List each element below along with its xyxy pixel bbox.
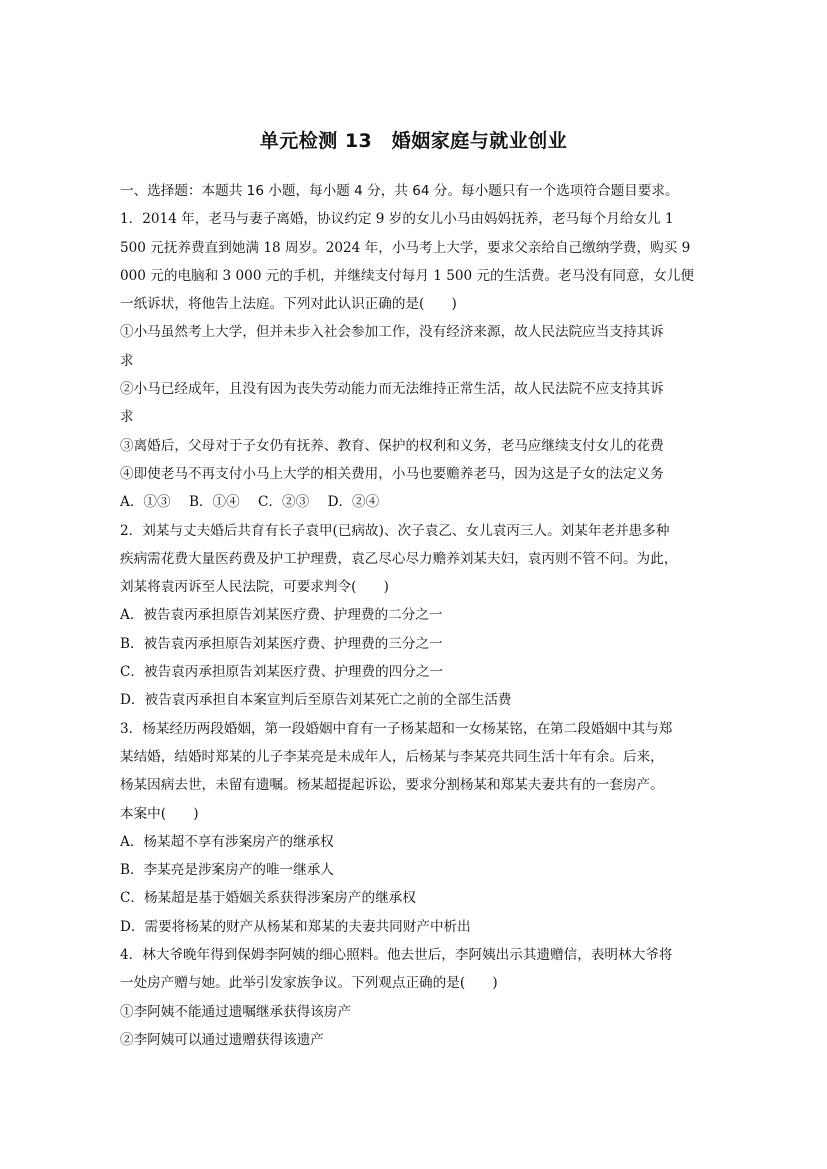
question-4-line: 4．林大爷晚年得到保姆李阿姨的细心照料。他去世后，李阿姨出示其遗赠信，表明林大爷将 bbox=[120, 947, 673, 964]
document-body bbox=[120, 177, 710, 1054]
question-3-line: 杨某因病去世，未留有遗嘱。杨某超提起诉讼，要求分割杨某和郑某夫妻共有的一套房产。 bbox=[120, 777, 664, 794]
question-3-option-a: A．杨某超不享有涉案房产的继承权 bbox=[120, 833, 334, 850]
question-1-line: 500 元抚养费直到她满 18 周岁。2024 年，小马考上大学，要求父亲给自己缴纳学费，购买 9 bbox=[120, 239, 691, 256]
question-3-option-d: D．需要将杨某的财产从杨某和郑某的夫妻共同财产中析出 bbox=[120, 918, 471, 935]
question-1-line: 1．2014 年，老马与妻子离婚，协议约定 9 岁的女儿小马由妈妈抚养，老马每个月给女儿 1 bbox=[120, 211, 674, 228]
question-2-option-a: A．被告袁丙承担原告刘某医疗费、护理费的二分之一 bbox=[120, 607, 443, 624]
question-1-line: 一纸诉状，将他告上法庭。下列对此认识正确的是( ) bbox=[120, 296, 457, 313]
question-1-option-b: B．①④ bbox=[188, 494, 240, 511]
question-1-option-d: D．②④ bbox=[327, 494, 380, 511]
question-4-line: 一处房产赠与她。此举引发家族争议。下列观点正确的是( ) bbox=[120, 975, 498, 992]
question-1-line: 000 元的电脑和 3 000 元的手机，并继续支付每月 1 500 元的生活费。老马没有同意，女儿便 bbox=[120, 267, 694, 284]
question-1-statement: 求 bbox=[120, 352, 134, 369]
question-3-option-b: B．李某亮是涉案房产的唯一继承人 bbox=[120, 862, 334, 879]
page-title: 单元检测 13 婚姻家庭与就业创业 bbox=[259, 130, 568, 152]
question-1-statement: ③离婚后，父母对于子女仍有抚养、教育、保护的权利和义务，老马应继续支付女儿的花费 bbox=[120, 437, 664, 454]
question-3-line: 某结婚，结婚时郑某的儿子李某亮是未成年人，后杨某与李某亮共同生活十年有余。后来， bbox=[120, 748, 664, 765]
question-1 bbox=[120, 205, 710, 516]
question-1-option-c: C．②③ bbox=[258, 494, 310, 511]
question-2-option-d: D．被告袁丙承担自本案宣判后至原告刘某死亡之前的全部生活费 bbox=[120, 692, 512, 709]
question-2-option-c: C．被告袁丙承担原告刘某医疗费、护理费的四分之一 bbox=[120, 664, 444, 681]
section-header: 一、选择题：本题共 16 小题，每小题 4 分，共 64 分。每小题只有一个选项符合题目要求。 bbox=[120, 183, 679, 199]
question-3-option-c: C．杨某超是基于婚姻关系获得涉案房产的继承权 bbox=[120, 890, 416, 907]
question-4-statement: ②李阿姨可以通过遗赠获得该遗产 bbox=[120, 1031, 324, 1048]
question-2-option-b: B．被告袁丙承担原告刘某医疗费、护理费的三分之一 bbox=[120, 635, 443, 652]
question-1-statement: ①小马虽然考上大学，但并未步入社会参加工作，没有经济来源，故人民法院应当支持其诉 bbox=[120, 324, 664, 341]
question-1-statement: 求 bbox=[120, 409, 134, 426]
question-3-line: 3．杨某经历两段婚姻，第一段婚姻中育有一子杨某超和一女杨某铭，在第二段婚姻中其与郑 bbox=[120, 720, 673, 737]
question-1-statement: ④即使老马不再支付小马上大学的相关费用，小马也要赡养老马，因为这是子女的法定义务 bbox=[120, 465, 664, 482]
question-2-line: 2．刘某与丈夫婚后共育有长子袁甲(已病故)、次子袁乙、女儿袁丙三人。刘某年老并患多种 bbox=[120, 522, 670, 539]
question-3 bbox=[120, 715, 710, 941]
question-2 bbox=[120, 517, 710, 715]
question-4 bbox=[120, 941, 710, 1054]
question-1-option-a: A．①③ bbox=[120, 494, 171, 511]
question-3-line: 本案中( ) bbox=[120, 805, 199, 822]
question-1-statement: ②小马已经成年，且没有因为丧失劳动能力而无法维持正常生活，故人民法院不应支持其诉 bbox=[120, 381, 664, 398]
question-2-line: 疾病需花费大量医药费及护工护理费，袁乙尽心尽力赡养刘某夫妇，袁丙则不管不问。为此， bbox=[120, 550, 678, 567]
question-4-statement: ①李阿姨不能通过遗嘱继承获得该房产 bbox=[120, 1003, 352, 1020]
question-2-line: 刘某将袁丙诉至人民法院，可要求判令( ) bbox=[120, 579, 389, 596]
question-1-options bbox=[120, 488, 710, 516]
